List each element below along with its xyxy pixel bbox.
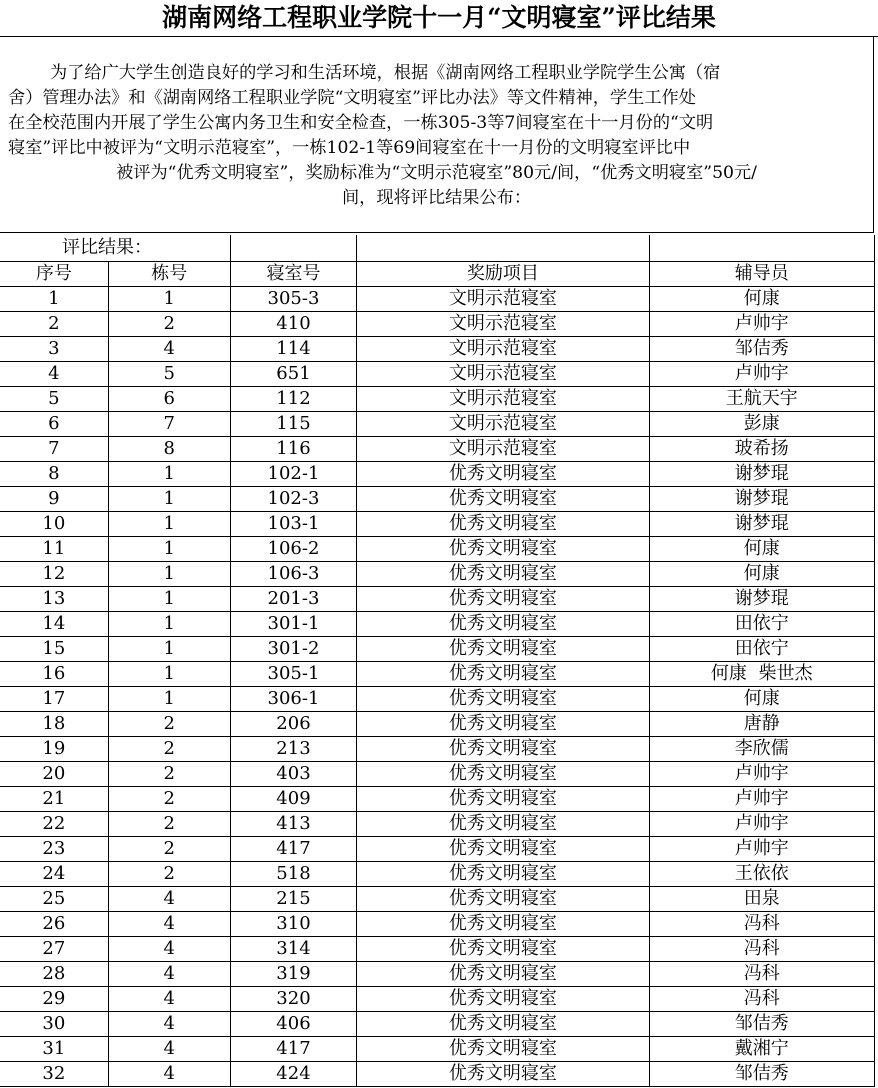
cell-advisor: 邹佶秀: [649, 1062, 874, 1087]
table-row: [0, 1062, 875, 1087]
cell-advisor: 何康 柴世杰: [649, 662, 874, 687]
cell-advisor: 谢梦琨: [649, 487, 874, 512]
cell-building: 1: [108, 687, 230, 712]
cell-room: 112: [230, 387, 356, 412]
cell-index: 22: [0, 812, 108, 837]
cell-award: 优秀文明寝室: [357, 712, 650, 737]
cell-award: 文明示范寝室: [357, 337, 650, 362]
cell-building: 2: [108, 312, 230, 337]
cell-building: 1: [108, 287, 230, 312]
cell-index: 30: [0, 1012, 108, 1037]
cell-room: 409: [230, 787, 356, 812]
intro-paragraph: [0, 37, 873, 211]
cell-room: 305-3: [230, 287, 356, 312]
cell-award: 优秀文明寝室: [357, 612, 650, 637]
cell-index: 21: [0, 787, 108, 812]
table-row: [0, 612, 875, 637]
cell-room: 206: [230, 712, 356, 737]
cell-room: 406: [230, 1012, 356, 1037]
cell-advisor: 邹佶秀: [649, 1012, 874, 1037]
cell-room: 301-2: [230, 637, 356, 662]
cell-index: 24: [0, 862, 108, 887]
table-row: [0, 462, 875, 487]
cell-index: 18: [0, 712, 108, 737]
table-caption: 评比结果：: [0, 235, 230, 262]
cell-building: 2: [108, 712, 230, 737]
cell-award: 文明示范寝室: [357, 362, 650, 387]
header-cell-award: 奖励项目: [357, 262, 650, 287]
cell-room: 115: [230, 412, 356, 437]
cell-advisor: 邹佶秀: [649, 337, 874, 362]
table-row: [0, 587, 875, 612]
cell-room: 114: [230, 337, 356, 362]
cell-building: 1: [108, 562, 230, 587]
cell-advisor: 何康: [649, 537, 874, 562]
cell-building: 4: [108, 912, 230, 937]
cell-room: 651: [230, 362, 356, 387]
table-row: [0, 887, 875, 912]
cell-award: 优秀文明寝室: [357, 812, 650, 837]
results-table: [0, 235, 875, 1087]
table-row: [0, 487, 875, 512]
cell-advisor: 王航天宇: [649, 387, 874, 412]
cell-award: 优秀文明寝室: [357, 912, 650, 937]
document-title: 湖南网络工程职业学院十一月“文明寝室”评比结果: [0, 0, 878, 37]
cell-advisor: 冯科: [649, 937, 874, 962]
cell-index: 10: [0, 512, 108, 537]
cell-index: 14: [0, 612, 108, 637]
cell-building: 1: [108, 587, 230, 612]
cell-building: 1: [108, 512, 230, 537]
cell-room: 215: [230, 887, 356, 912]
cell-advisor: 谢梦琨: [649, 512, 874, 537]
table-row: [0, 412, 875, 437]
table-row: [0, 1012, 875, 1037]
cell-advisor: 玻希扬: [649, 437, 874, 462]
cell-index: 9: [0, 487, 108, 512]
cell-award: 优秀文明寝室: [357, 512, 650, 537]
empty-cell: [357, 235, 650, 262]
cell-room: 417: [230, 1037, 356, 1062]
cell-advisor: 田依宁: [649, 637, 874, 662]
cell-index: 6: [0, 412, 108, 437]
table-row: [0, 537, 875, 562]
cell-building: 2: [108, 762, 230, 787]
cell-award: 优秀文明寝室: [357, 462, 650, 487]
cell-room: 320: [230, 987, 356, 1012]
cell-advisor: 李欣儒: [649, 737, 874, 762]
table-row: [0, 737, 875, 762]
cell-building: 2: [108, 837, 230, 862]
cell-award: 文明示范寝室: [357, 287, 650, 312]
intro-line: 在全校范围内开展了学生公寓内务卫生和安全检查，一栋305-3等7间寝室在十一月份的“文明: [8, 113, 714, 133]
cell-room: 424: [230, 1062, 356, 1087]
cell-building: 4: [108, 1037, 230, 1062]
cell-award: 优秀文明寝室: [357, 937, 650, 962]
table-row: [0, 337, 875, 362]
table-row: [0, 1037, 875, 1062]
cell-award: 文明示范寝室: [357, 312, 650, 337]
cell-index: 28: [0, 962, 108, 987]
cell-room: 301-1: [230, 612, 356, 637]
cell-building: 1: [108, 487, 230, 512]
cell-award: 优秀文明寝室: [357, 887, 650, 912]
cell-room: 106-3: [230, 562, 356, 587]
header-cell-index: 序号: [0, 262, 108, 287]
cell-award: 优秀文明寝室: [357, 687, 650, 712]
cell-index: 23: [0, 837, 108, 862]
cell-room: 103-1: [230, 512, 356, 537]
cell-building: 4: [108, 937, 230, 962]
caption-row: [0, 235, 875, 262]
cell-award: 优秀文明寝室: [357, 662, 650, 687]
table-row: [0, 437, 875, 462]
table-row: [0, 387, 875, 412]
table-row: [0, 637, 875, 662]
intro-line: 间，现将评比结果公布：: [341, 188, 532, 208]
table-row: [0, 362, 875, 387]
cell-advisor: 冯科: [649, 962, 874, 987]
cell-award: 优秀文明寝室: [357, 862, 650, 887]
cell-index: 25: [0, 887, 108, 912]
cell-index: 8: [0, 462, 108, 487]
cell-index: 17: [0, 687, 108, 712]
cell-room: 201-3: [230, 587, 356, 612]
cell-room: 319: [230, 962, 356, 987]
cell-advisor: 何康: [649, 687, 874, 712]
cell-building: 1: [108, 637, 230, 662]
table-row: [0, 662, 875, 687]
cell-advisor: 卢帅宇: [649, 362, 874, 387]
cell-building: 4: [108, 337, 230, 362]
cell-index: 31: [0, 1037, 108, 1062]
cell-room: 213: [230, 737, 356, 762]
empty-cell: [230, 235, 356, 262]
cell-award: 优秀文明寝室: [357, 962, 650, 987]
cell-room: 310: [230, 912, 356, 937]
cell-index: 1: [0, 287, 108, 312]
cell-index: 13: [0, 587, 108, 612]
table-row: [0, 787, 875, 812]
cell-building: 1: [108, 462, 230, 487]
cell-index: 26: [0, 912, 108, 937]
cell-index: 15: [0, 637, 108, 662]
cell-award: 优秀文明寝室: [357, 737, 650, 762]
cell-building: 4: [108, 1012, 230, 1037]
cell-room: 314: [230, 937, 356, 962]
table-row: [0, 762, 875, 787]
cell-building: 4: [108, 887, 230, 912]
empty-cell: [649, 235, 874, 262]
cell-advisor: 戴湘宁: [649, 1037, 874, 1062]
cell-award: 优秀文明寝室: [357, 987, 650, 1012]
table-row: [0, 862, 875, 887]
table-row: [0, 812, 875, 837]
cell-index: 27: [0, 937, 108, 962]
cell-index: 19: [0, 737, 108, 762]
cell-index: 7: [0, 437, 108, 462]
cell-award: 优秀文明寝室: [357, 537, 650, 562]
cell-advisor: 卢帅宇: [649, 787, 874, 812]
cell-award: 优秀文明寝室: [357, 1037, 650, 1062]
cell-advisor: 田泉: [649, 887, 874, 912]
cell-advisor: 谢梦琨: [649, 587, 874, 612]
cell-award: 优秀文明寝室: [357, 787, 650, 812]
cell-advisor: 谢梦琨: [649, 462, 874, 487]
cell-award: 文明示范寝室: [357, 437, 650, 462]
header-cell-room: 寝室号: [230, 262, 356, 287]
cell-index: 5: [0, 387, 108, 412]
cell-award: 优秀文明寝室: [357, 637, 650, 662]
cell-building: 2: [108, 737, 230, 762]
cell-room: 410: [230, 312, 356, 337]
cell-building: 8: [108, 437, 230, 462]
intro-line: 寝室”评比中被评为“文明示范寝室”，一栋102-1等69间寝室在十一月份的文明寝室评比中: [8, 138, 691, 158]
cell-advisor: 王依依: [649, 862, 874, 887]
cell-room: 116: [230, 437, 356, 462]
cell-award: 优秀文明寝室: [357, 1012, 650, 1037]
cell-index: 20: [0, 762, 108, 787]
cell-index: 16: [0, 662, 108, 687]
cell-building: 2: [108, 812, 230, 837]
cell-building: 2: [108, 787, 230, 812]
table-row: [0, 512, 875, 537]
cell-room: 102-3: [230, 487, 356, 512]
cell-award: 优秀文明寝室: [357, 487, 650, 512]
cell-building: 1: [108, 537, 230, 562]
intro-line: 被评为“优秀文明寝室”，奖励标准为“文明示范寝室”80元/间，“优秀文明寝室”50元/: [116, 163, 757, 183]
header-cell-advisor: 辅导员: [649, 262, 874, 287]
cell-building: 1: [108, 662, 230, 687]
cell-building: 6: [108, 387, 230, 412]
table-row: [0, 562, 875, 587]
cell-award: 优秀文明寝室: [357, 587, 650, 612]
cell-room: 305-1: [230, 662, 356, 687]
cell-award: 优秀文明寝室: [357, 837, 650, 862]
cell-room: 102-1: [230, 462, 356, 487]
cell-advisor: 冯科: [649, 987, 874, 1012]
cell-building: 4: [108, 962, 230, 987]
cell-advisor: 田依宁: [649, 612, 874, 637]
cell-award: 文明示范寝室: [357, 387, 650, 412]
cell-index: 2: [0, 312, 108, 337]
cell-building: 2: [108, 862, 230, 887]
cell-advisor: 何康: [649, 287, 874, 312]
cell-advisor: 唐静: [649, 712, 874, 737]
table-row: [0, 962, 875, 987]
table-row: [0, 687, 875, 712]
cell-advisor: 卢帅宇: [649, 812, 874, 837]
cell-award: 优秀文明寝室: [357, 1062, 650, 1087]
cell-advisor: 卢帅宇: [649, 312, 874, 337]
header-row: [0, 262, 875, 287]
table-row: [0, 712, 875, 737]
cell-index: 4: [0, 362, 108, 387]
intro-paragraph-box: [0, 37, 874, 233]
intro-line: 舍）管理办法》和《湖南网络工程职业学院“文明寝室”评比办法》等文件精神，学生工作处: [8, 88, 696, 108]
cell-advisor: 卢帅宇: [649, 762, 874, 787]
cell-room: 413: [230, 812, 356, 837]
cell-award: 优秀文明寝室: [357, 562, 650, 587]
cell-building: 4: [108, 1062, 230, 1087]
cell-room: 306-1: [230, 687, 356, 712]
cell-building: 4: [108, 987, 230, 1012]
cell-index: 32: [0, 1062, 108, 1087]
cell-award: 文明示范寝室: [357, 412, 650, 437]
cell-index: 12: [0, 562, 108, 587]
cell-award: 优秀文明寝室: [357, 762, 650, 787]
cell-building: 7: [108, 412, 230, 437]
cell-room: 106-2: [230, 537, 356, 562]
intro-line: 为了给广大学生创造良好的学习和生活环境，根据《湖南网络工程职业学院学生公寓（宿: [50, 63, 721, 83]
cell-advisor: 卢帅宇: [649, 837, 874, 862]
cell-room: 403: [230, 762, 356, 787]
header-cell-building: 栋号: [108, 262, 230, 287]
table-row: [0, 312, 875, 337]
cell-building: 5: [108, 362, 230, 387]
cell-building: 1: [108, 612, 230, 637]
cell-room: 417: [230, 837, 356, 862]
cell-index: 3: [0, 337, 108, 362]
table-row: [0, 287, 875, 312]
table-row: [0, 912, 875, 937]
cell-advisor: 冯科: [649, 912, 874, 937]
cell-room: 518: [230, 862, 356, 887]
cell-advisor: 何康: [649, 562, 874, 587]
table-row: [0, 987, 875, 1012]
cell-index: 29: [0, 987, 108, 1012]
table-row: [0, 937, 875, 962]
cell-index: 11: [0, 537, 108, 562]
table-row: [0, 837, 875, 862]
cell-advisor: 彭康: [649, 412, 874, 437]
